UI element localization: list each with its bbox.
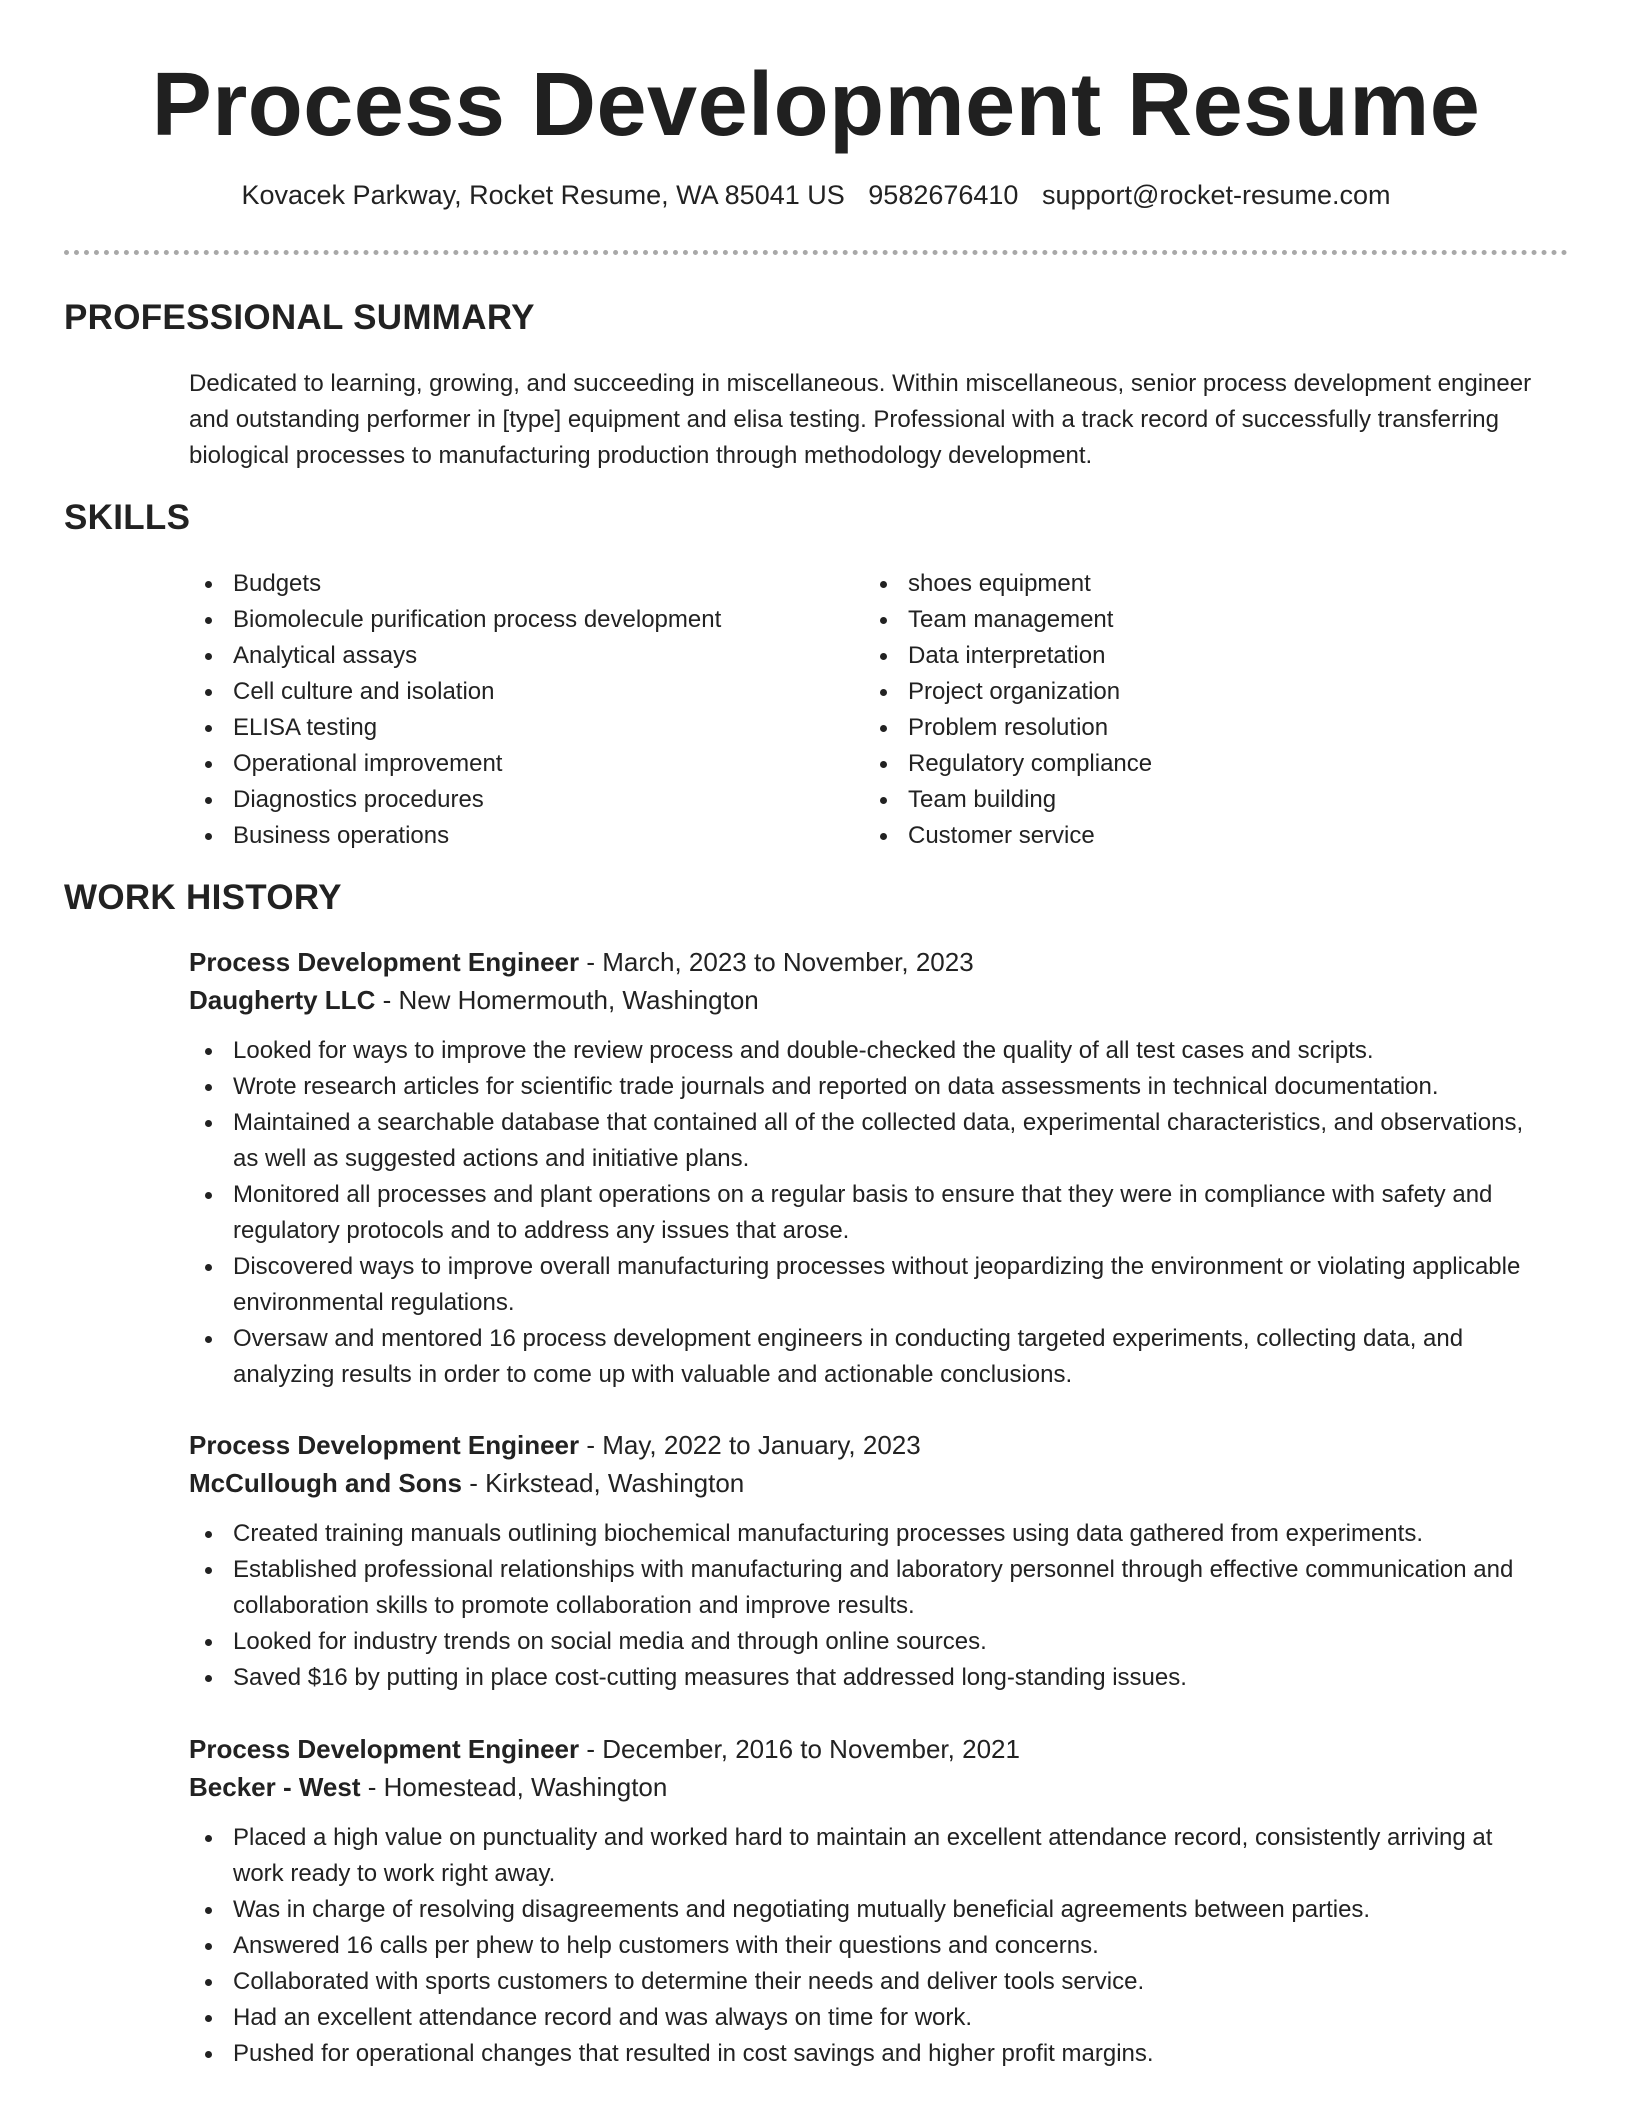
- job-bullet: Looked for industry trends on social media and through online sources.: [189, 1624, 1549, 1660]
- skill-item: Business operations: [189, 818, 721, 854]
- job-dates: - March, 2023 to November, 2023: [579, 947, 974, 977]
- skill-item: shoes equipment: [864, 566, 1152, 602]
- job-location: - Homestead, Washington: [360, 1772, 668, 1802]
- job-role: Process Development Engineer: [189, 1734, 580, 1764]
- job-role: Process Development Engineer: [189, 947, 580, 977]
- header-divider: [64, 250, 1568, 255]
- job-role-line: [189, 1730, 1549, 1768]
- job-company: McCullough and Sons: [189, 1468, 462, 1498]
- job-entry: [189, 943, 1549, 1393]
- skill-item: Cell culture and isolation: [189, 674, 721, 710]
- job-bullets: [189, 1516, 1549, 1696]
- job-bullet: Answered 16 calls per phew to help customers with their questions and concerns.: [189, 1928, 1549, 1964]
- job-bullet: Oversaw and mentored 16 process development engineers in conducting targeted experiments, collecting data, and analyzing results in order to come up with valuable and actionable conclusions.: [189, 1321, 1549, 1393]
- section-title-work-history: WORK HISTORY: [64, 878, 342, 917]
- skill-item: ELISA testing: [189, 710, 721, 746]
- skill-item: Team management: [864, 602, 1152, 638]
- job-bullet: Had an excellent attendance record and was always on time for work.: [189, 2000, 1549, 2036]
- skills-list-right: [864, 566, 1152, 854]
- skills-list-left: [189, 566, 721, 854]
- job-entry: [189, 1730, 1549, 2072]
- job-bullet: Maintained a searchable database that contained all of the collected data, experimental characteristics, and observations, as well as suggested actions and initiative plans.: [189, 1105, 1549, 1177]
- job-location: - Kirkstead, Washington: [462, 1468, 745, 1498]
- resume-title: Process Development Resume: [151, 55, 1481, 155]
- skill-item: Team building: [864, 782, 1152, 818]
- job-role: Process Development Engineer: [189, 1430, 580, 1460]
- job-bullet: Placed a high value on punctuality and worked hard to maintain an excellent attendance record, consistently arriving at work ready to work right away.: [189, 1820, 1549, 1892]
- job-bullet: Discovered ways to improve overall manufacturing processes without jeopardizing the environment or violating applicable environmental regulations.: [189, 1249, 1549, 1321]
- job-role-line: [189, 1426, 1549, 1464]
- skill-item: Regulatory compliance: [864, 746, 1152, 782]
- job-bullets: [189, 1820, 1549, 2072]
- skill-item: Project organization: [864, 674, 1152, 710]
- job-bullet: Wrote research articles for scientific trade journals and reported on data assessments in technical documentation.: [189, 1069, 1549, 1105]
- contact-phone: 9582676410: [868, 180, 1019, 210]
- job-bullet: Was in charge of resolving disagreements and negotiating mutually beneficial agreements between parties.: [189, 1892, 1549, 1928]
- section-title-skills: SKILLS: [64, 498, 191, 537]
- job-dates: - May, 2022 to January, 2023: [579, 1430, 921, 1460]
- job-bullet: Pushed for operational changes that resulted in cost savings and higher profit margins.: [189, 2036, 1549, 2072]
- skill-item: Problem resolution: [864, 710, 1152, 746]
- job-bullet: Monitored all processes and plant operations on a regular basis to ensure that they were in compliance with safety and regulatory protocols and to address any issues that arose.: [189, 1177, 1549, 1249]
- job-bullet: Established professional relationships with manufacturing and laboratory personnel through effective communication and collaboration skills to promote collaboration and improve results.: [189, 1552, 1549, 1624]
- skill-item: Operational improvement: [189, 746, 721, 782]
- job-company: Daugherty LLC: [189, 985, 376, 1015]
- job-company-line: [189, 981, 1549, 1019]
- contact-address: Kovacek Parkway, Rocket Resume, WA 85041 US: [241, 180, 845, 210]
- job-bullet: Created training manuals outlining biochemical manufacturing processes using data gathered from experiments.: [189, 1516, 1549, 1552]
- job-bullet: Saved $16 by putting in place cost-cutting measures that addressed long-standing issues.: [189, 1660, 1549, 1696]
- skill-item: Biomolecule purification process development: [189, 602, 721, 638]
- skill-item: Diagnostics procedures: [189, 782, 721, 818]
- skill-item: Customer service: [864, 818, 1152, 854]
- skill-item: Analytical assays: [189, 638, 721, 674]
- job-bullets: [189, 1033, 1549, 1393]
- job-company-line: [189, 1464, 1549, 1502]
- job-bullet: Looked for ways to improve the review process and double-checked the quality of all test cases and scripts.: [189, 1033, 1549, 1069]
- contact-line: [0, 178, 1632, 212]
- job-role-line: [189, 943, 1549, 981]
- job-company-line: [189, 1768, 1549, 1806]
- section-title-summary: PROFESSIONAL SUMMARY: [64, 298, 535, 337]
- contact-email: support@rocket-resume.com: [1041, 180, 1391, 210]
- summary-text: Dedicated to learning, growing, and succeeding in miscellaneous. Within miscellaneous, senior process development engineer and outstanding performer in [type] equipment and elisa testing. Professional with a track record of successfully transferring biological processes to manufacturing production through methodology development.: [189, 370, 1532, 469]
- job-location: - New Homermouth, Washington: [375, 985, 759, 1015]
- job-bullet: Collaborated with sports customers to determine their needs and deliver tools service.: [189, 1964, 1549, 2000]
- job-dates: - December, 2016 to November, 2021: [579, 1734, 1020, 1764]
- skill-item: Data interpretation: [864, 638, 1152, 674]
- job-entry: [189, 1426, 1549, 1696]
- job-company: Becker - West: [189, 1772, 361, 1802]
- skill-item: Budgets: [189, 566, 721, 602]
